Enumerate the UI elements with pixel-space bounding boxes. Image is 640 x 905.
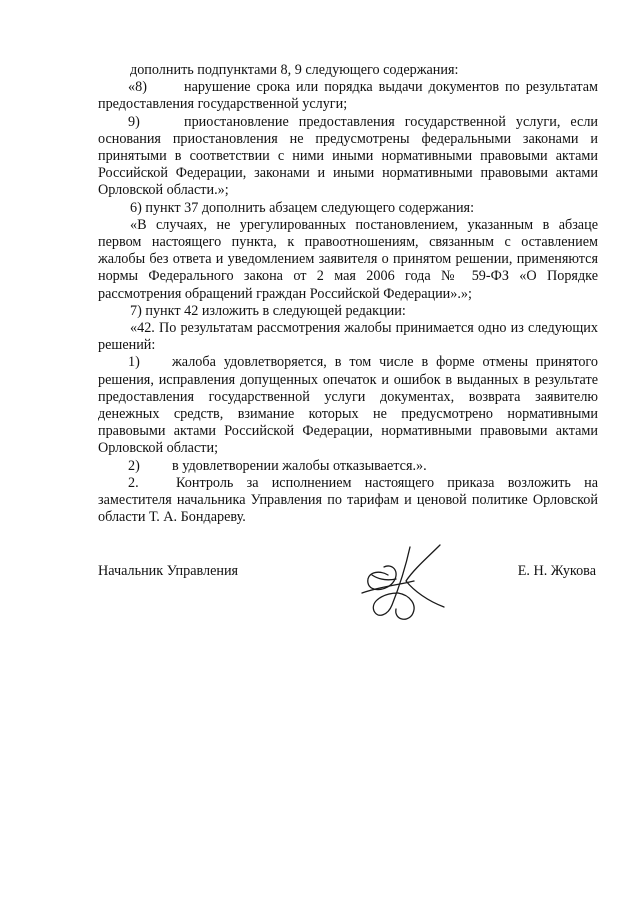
- item-number: 2): [128, 457, 140, 474]
- item-number: «8): [128, 79, 147, 96]
- paragraph-subitem-8: [98, 79, 598, 113]
- paragraph-point-42: «42. По результатам рассмотрения жалобы принимается одно из следующих решений:: [98, 320, 598, 354]
- paragraph-decision-1: [98, 354, 598, 457]
- paragraph-control: [98, 475, 598, 527]
- item-text: жалоба удовлетворяется, в том числе в форме отмены принятого решения, исправления допущенных опечаток и ошибок в выданных в результате предоставления государственной услуги документах, возврата заявителю денежных средств, взимание которых не предусмотрено нормативными правовыми актами Российской Федерации, нормативными правовыми актами Орловской области;: [98, 354, 598, 457]
- handwritten-signature: [348, 535, 458, 625]
- paragraph-point-7: 7) пункт 42 изложить в следующей редакции:: [130, 302, 406, 319]
- paragraph-intro: дополнить подпунктами 8, 9 следующего содержания:: [130, 62, 459, 78]
- signatory-position: Начальник Управления: [98, 563, 239, 579]
- item-text: приостановление предоставления государственной услуги, если основания приостановления не предусмотрены федеральными законами и принятыми в соответствии с ними иными нормативными правовыми актами Российской Федерации, законами и иными нормативными правовыми актами Орловской области.»;: [98, 113, 598, 199]
- document-body: [98, 62, 598, 526]
- item-number: 9): [128, 113, 140, 130]
- paragraph-decision-2: [98, 458, 598, 475]
- item-text: Контроль за исполнением настоящего приказа возложить на заместителя начальника Управления по тарифам и ценовой политике Орловской области Т. А. Бондареву.: [98, 474, 598, 526]
- item-text: в удовлетворении жалобы отказывается.».: [172, 457, 427, 474]
- signatory-name: Е. Н. Жукова: [517, 563, 596, 579]
- item-number: 1): [128, 354, 140, 371]
- paragraph-point-6: 6) пункт 37 дополнить абзацем следующего содержания:: [130, 199, 475, 216]
- item-number: 2.: [128, 474, 139, 491]
- item-text: нарушение срока или порядка выдачи документов по результатам предоставления государственной услуги;: [98, 79, 598, 113]
- paragraph-subitem-9: [98, 114, 598, 200]
- paragraph-point-37-text: «В случаях, не урегулированных постановлением, указанным в абзаце первом настоящего пункта, к правоотношениям, связанным с оставлением жалобы без ответа и уведомлением заявителя о принятом решении, применяются нормы Федерального закона от 2 мая 2006 года № 59-ФЗ «О Порядке рассмотрения обращений граждан Российской Федерации».»;: [98, 216, 598, 302]
